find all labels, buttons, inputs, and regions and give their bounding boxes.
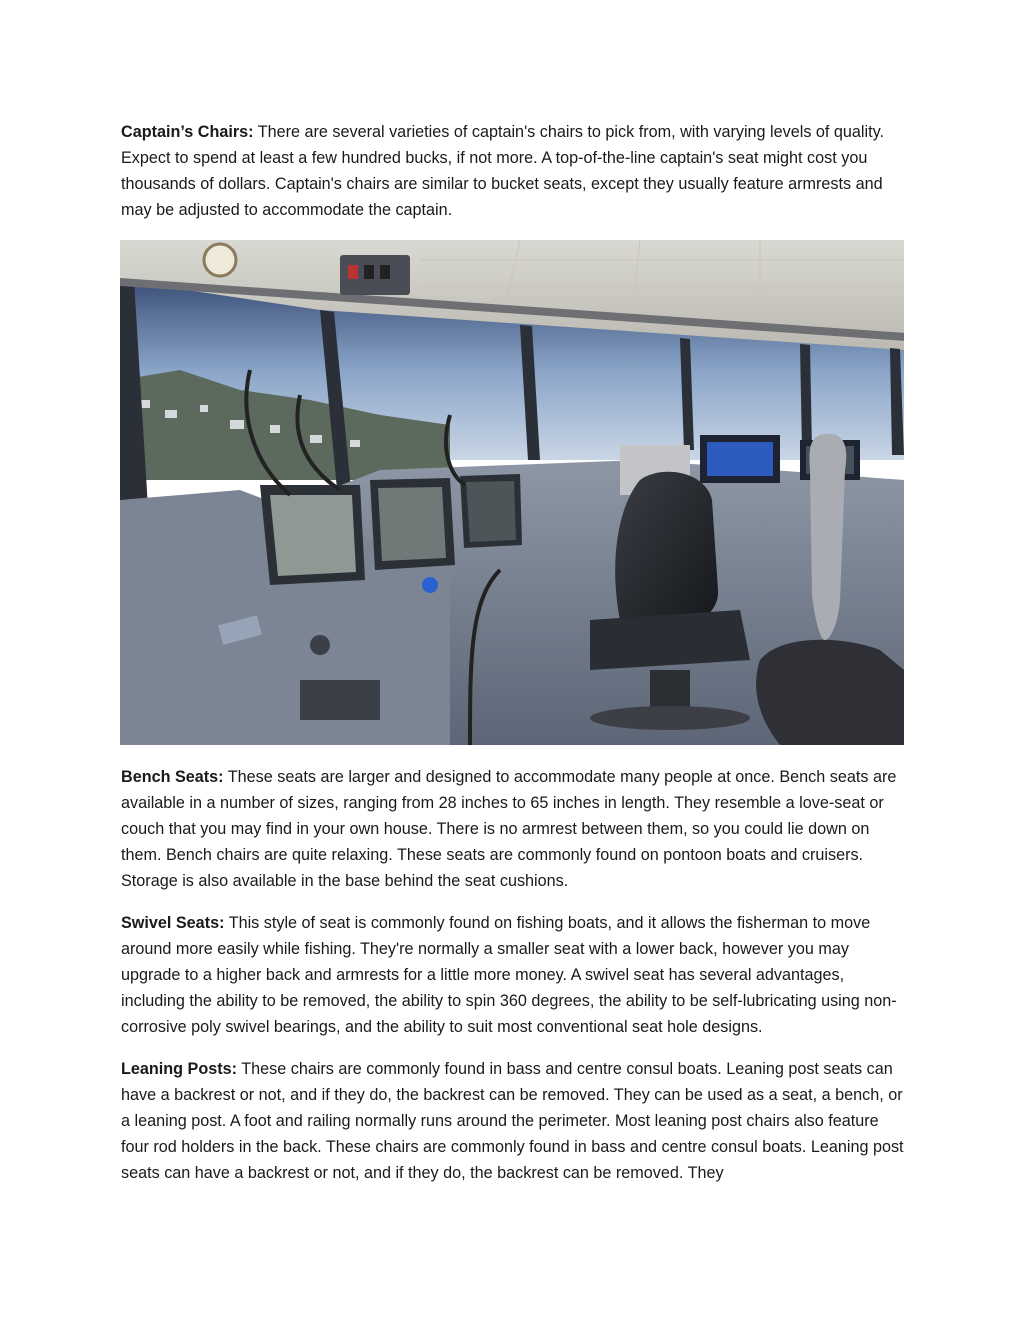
bench-seats-body: These seats are larger and designed to accommodate many people at once. Bench seats are available in a number of sizes, ranging from 28 inches to 65 inches in length. They resemble a love-seat or couch that you may find in your own house. There is no armrest between them, so you could lie down on them. Bench chairs are quite relaxing. These seats are commonly found on pontoon boats and cruisers. Storage is also available in the base behind the seat cushions. bbox=[121, 768, 897, 890]
swivel-seats-paragraph bbox=[121, 910, 905, 1040]
leaning-posts-heading: Leaning Posts: bbox=[121, 1060, 238, 1078]
swivel-seats-body: This style of seat is commonly found on fishing boats, and it allows the fisherman to move around more easily while fishing. They're normally a smaller seat with a lower back, however you may upgrade to a higher back and armrests for a little more money. A swivel seat has several advantages, including the ability to be removed, the ability to spin 360 degrees, the ability to be self-lubricating using non-corrosive poly swivel bearings, and the ability to suit most conventional seat hole designs. bbox=[121, 914, 897, 1036]
captains-chairs-heading: Captain’s Chairs: bbox=[121, 123, 254, 141]
leaning-posts-paragraph bbox=[121, 1056, 905, 1186]
ship-bridge-photo bbox=[120, 240, 904, 745]
swivel-seats-heading: Swivel Seats: bbox=[121, 914, 225, 932]
bench-seats-paragraph bbox=[121, 764, 905, 894]
captains-chairs-body: There are several varieties of captain's chairs to pick from, with varying levels of quality. Expect to spend at least a few hundred bucks, if not more. A top-of-the-line captain's seat might cost you thousands of dollars. Captain's chairs are similar to bucket seats, except they usually feature armrests and may be adjusted to accommodate the captain. bbox=[121, 123, 885, 219]
bench-seats-heading: Bench Seats: bbox=[121, 768, 224, 786]
captains-chairs-paragraph bbox=[121, 119, 905, 223]
leaning-posts-body: These chairs are commonly found in bass and centre consul boats. Leaning post seats can have a backrest or not, and if they do, the backrest can be removed. They can be used as a seat, a bench, or a leaning post. A foot and railing normally runs around the perimeter. Most leaning post chairs also feature four rod holders in the back. These chairs are commonly found in bass and centre consul boats. Leaning post seats can have a backrest or not, and if they do, the backrest can be removed. They bbox=[121, 1060, 904, 1182]
